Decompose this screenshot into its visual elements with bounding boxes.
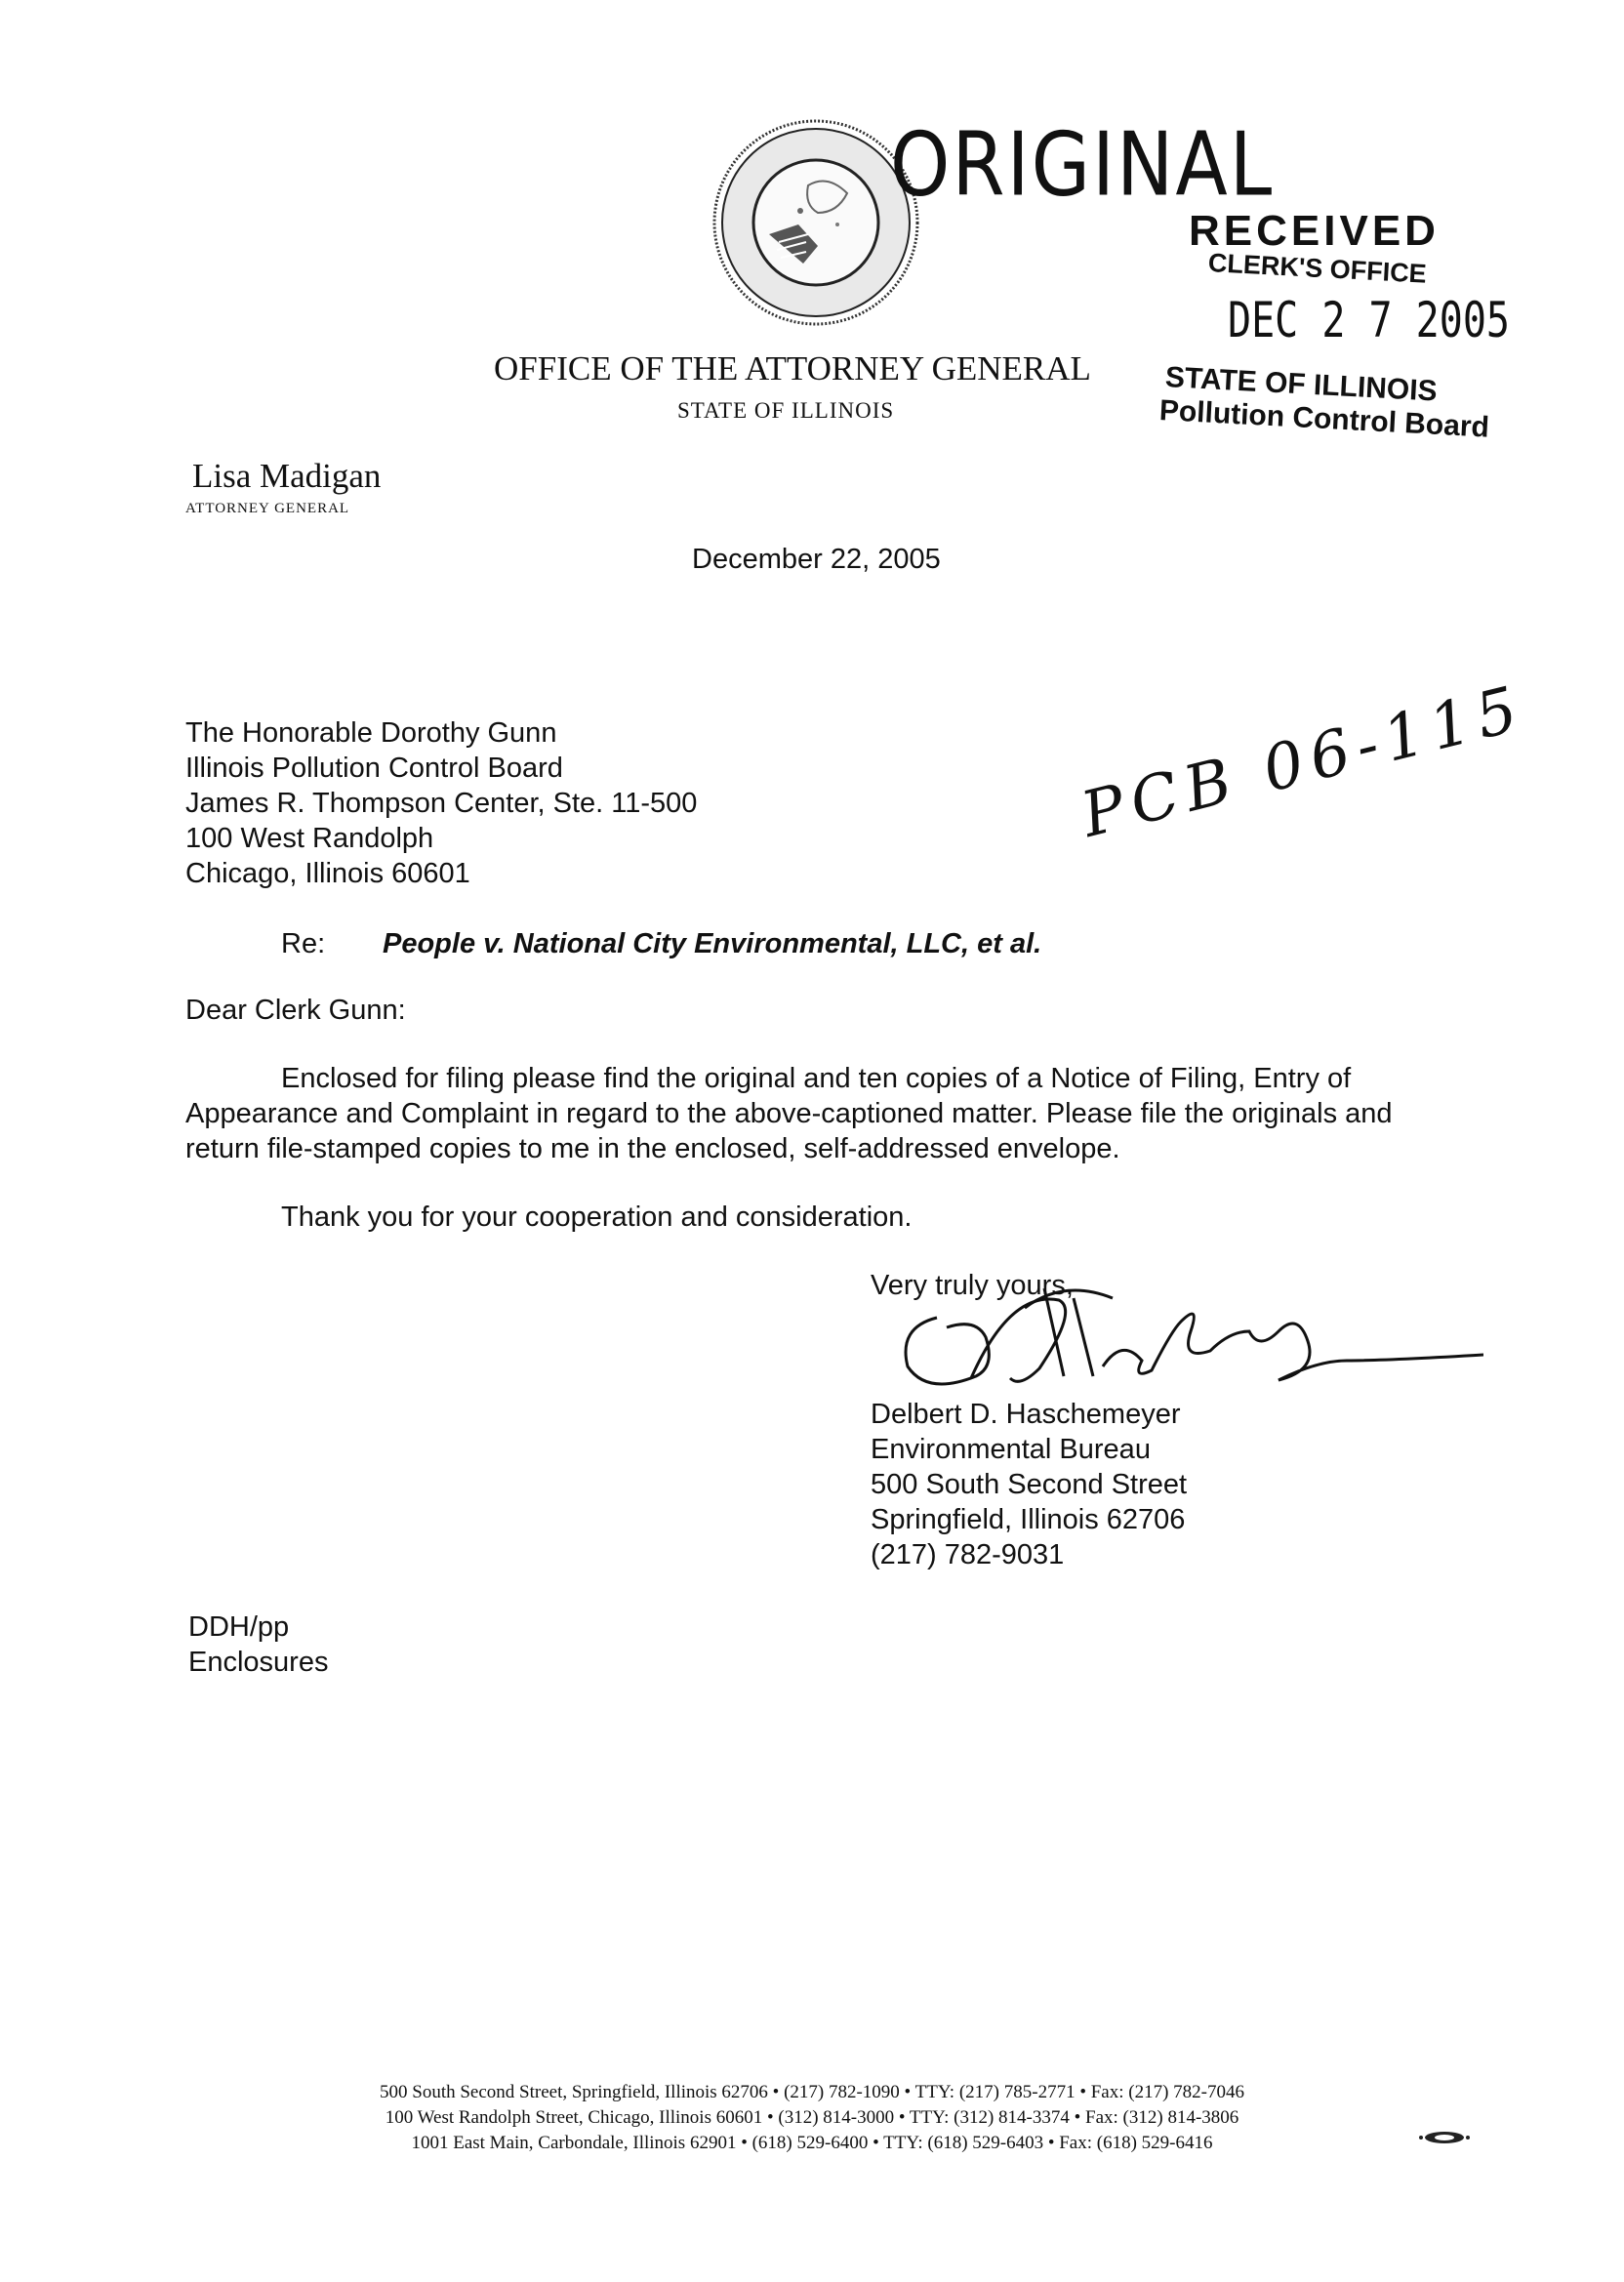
re-case-title: People v. National City Environmental, LLC, et al. <box>383 928 1042 959</box>
received-stamp: RECEIVED <box>1189 207 1440 255</box>
recipient-line: James R. Thompson Center, Ste. 11-500 <box>185 788 698 819</box>
typist-initials: DDH/pp <box>188 1611 290 1643</box>
closing: Very truly yours, <box>871 1270 1074 1301</box>
signer-phone: (217) 782-9031 <box>871 1539 1065 1570</box>
handwritten-case-number: PCB 06-115 <box>1075 672 1532 852</box>
recipient-line: The Honorable Dorothy Gunn <box>185 717 557 749</box>
footer-address-line: 1001 East Main, Carbondale, Illinois 62901 • (618) 529-6400 • TTY: (618) 529-6403 • Fax: (618) 529-6416 <box>411 2133 1213 2153</box>
letter-date: December 22, 2005 <box>692 544 941 575</box>
body-paragraph-line: return file-stamped copies to me in the enclosed, self-addressed envelope. <box>185 1133 1120 1164</box>
footer-address-line: 500 South Second Street, Springfield, Illinois 62706 • (217) 782-1090 • TTY: (217) 785-2771 • Fax: (217) 782-7046 <box>380 2082 1244 2102</box>
state-stamp: STATE OF ILLINOIS <box>1164 361 1439 408</box>
board-stamp: Pollution Control Board <box>1158 394 1490 444</box>
recycled-paper-icon <box>1417 2130 1472 2145</box>
received-date-stamp: DEC 2 7 2005 <box>1228 293 1510 349</box>
signer-city: Springfield, Illinois 62706 <box>871 1504 1186 1535</box>
salutation: Dear Clerk Gunn: <box>185 995 406 1026</box>
body-paragraph-line: Appearance and Complaint in regard to the above-captioned matter. Please file the originals and <box>185 1098 1393 1129</box>
recipient-line: Illinois Pollution Control Board <box>185 753 563 784</box>
letterhead-office: OFFICE OF THE ATTORNEY GENERAL <box>494 349 1091 387</box>
letterhead-name: Lisa Madigan <box>192 457 382 495</box>
recipient-line: Chicago, Illinois 60601 <box>185 858 470 889</box>
letterhead-title: ATTORNEY GENERAL <box>185 501 350 516</box>
re-label: Re: <box>281 928 326 959</box>
body-paragraph: Thank you for your cooperation and consideration. <box>281 1202 913 1233</box>
signer-department: Environmental Bureau <box>871 1434 1151 1465</box>
signer-name: Delbert D. Haschemeyer <box>871 1399 1181 1430</box>
body-paragraph-line: Enclosed for filing please find the original and ten copies of a Notice of Filing, Entry of <box>281 1063 1352 1094</box>
enclosures-note: Enclosures <box>188 1647 329 1678</box>
handwritten-signature <box>878 1269 1483 1406</box>
recipient-line: 100 West Randolph <box>185 823 434 854</box>
letterhead-state: STATE OF ILLINOIS <box>677 398 895 423</box>
footer-address-line: 100 West Randolph Street, Chicago, Illinois 60601 • (312) 814-3000 • TTY: (312) 814-3374 • Fax: (312) 814-3806 <box>385 2107 1239 2128</box>
signer-street: 500 South Second Street <box>871 1469 1188 1500</box>
clerks-office-stamp: CLERK'S OFFICE <box>1207 248 1428 289</box>
original-stamp: ORIGINAL <box>890 115 1275 217</box>
